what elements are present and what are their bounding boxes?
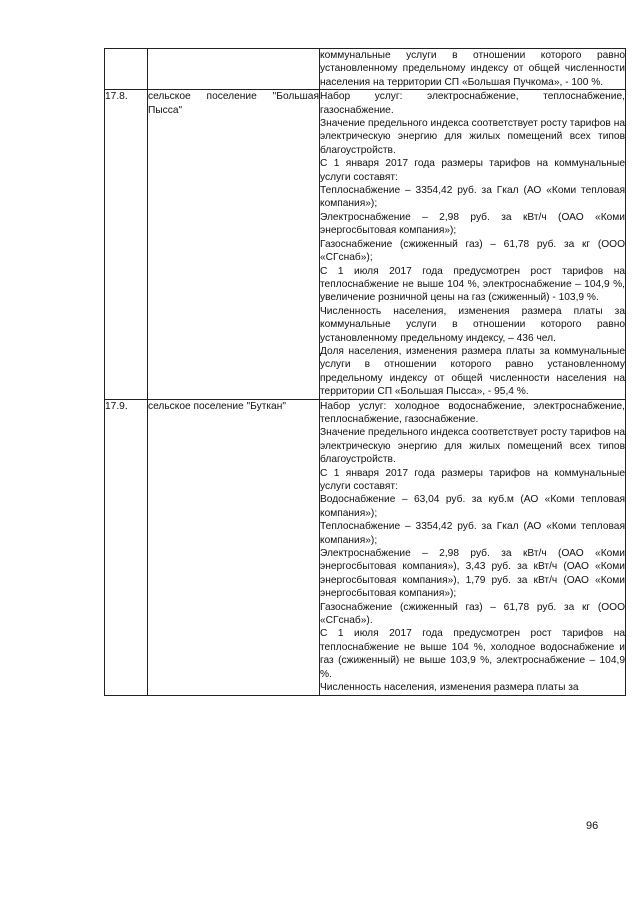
description-paragraph: С 1 января 2017 года размеры тарифов на коммунальные услуги составят: xyxy=(320,467,625,492)
description-paragraph: Набор услуг: электроснабжение, теплоснабжение, газоснабжение. xyxy=(320,91,625,116)
description-paragraph: С 1 января 2017 года размеры тарифов на коммунальные услуги составят: xyxy=(320,158,625,183)
row-number-cell: 17.8. xyxy=(105,90,148,399)
tariff-table xyxy=(104,48,626,696)
row-number-cell: 17.9. xyxy=(105,399,148,695)
description-paragraph: Теплоснабжение – 3354,42 руб. за Гкал (АО «Коми тепловая компания»); xyxy=(320,185,625,210)
description-paragraph: Электроснабжение – 2,98 руб. за кВт/ч (ОАО «Коми энергосбытовая компания»); xyxy=(320,211,625,237)
description-paragraph: Набор услуг: холодное водоснабжение, электроснабжение, теплоснабжение, газоснабжение. xyxy=(320,400,625,425)
description-paragraph: коммунальные услуги в отношении которого равно установленному предельному индексу от общей численности населения на территории СП «Большая Пучкома», - 100 %. xyxy=(320,50,625,88)
description-paragraph: Численность населения, изменения размера платы за коммунальные услуги в отношении которого равно установленному предельному индексу, – 436 чел. xyxy=(320,305,625,344)
table-row-continuation xyxy=(105,49,626,90)
table-row-17-9 xyxy=(105,399,626,695)
settlement-name-cell xyxy=(148,49,320,90)
description-paragraph: Значение предельного индекса соответствует росту тарифов на электрическую энергию для жилых помещений всех типов благоустройств. xyxy=(320,427,625,466)
description-cell xyxy=(320,399,626,695)
settlement-name-cell: сельское поселение "Большая Пысса" xyxy=(148,90,320,399)
description-paragraph: Газоснабжение (сжиженный газ) – 61,78 руб. за кг (ООО «СГснаб»). xyxy=(320,601,625,627)
description-paragraph: Доля населения, изменения размера платы за коммунальные услуги в отношении которого равно установленному предельному индексу от общей численности населения на территории СП «Большая Пысса», - 95,4 %. xyxy=(320,345,625,398)
description-cell xyxy=(320,49,626,90)
page-number: 96 xyxy=(586,820,599,832)
settlement-name-cell: сельское поселение "Буткан" xyxy=(148,399,320,695)
row-number-cell xyxy=(105,49,148,90)
description-paragraph: Газоснабжение (сжиженный газ) – 61,78 руб. за кг (ООО «СГснаб»); xyxy=(320,238,625,264)
table-row-17-8 xyxy=(105,90,626,399)
description-paragraph: Теплоснабжение – 3354,42 руб. за Гкал (АО «Коми тепловая компания»); xyxy=(320,521,625,546)
description-cell xyxy=(320,90,626,399)
description-paragraph: С 1 июля 2017 года предусмотрен рост тарифов на теплоснабжение не выше 104 %, холодное водоснабжение и газ (сжиженный) не выше 103,9 %, электроснабжение – 104,9 %. xyxy=(320,628,625,680)
description-paragraph: Значение предельного индекса соответствует росту тарифов на электрическую энергию для жилых помещений всех типов благоустройств. xyxy=(320,118,625,156)
description-paragraph: С 1 июля 2017 года предусмотрен рост тарифов на теплоснабжение не выше 104 %, электроснабжение – 104,9 %, увеличение розничной цены на газ (сжиженный) - 103,9 %. xyxy=(320,265,625,304)
description-paragraph: Численность населения, изменения размера платы за xyxy=(320,682,579,694)
description-paragraph: Водоснабжение – 63,04 руб. за куб.м (АО «Коми тепловая компания»); xyxy=(320,494,625,519)
description-paragraph: Электроснабжение – 2,98 руб. за кВт/ч (ОАО «Коми энергосбытовая компания»), 3,43 руб. за кВт/ч (ОАО «Коми энергосбытовая компания»), 1,79 руб. за кВт/ч (ОАО «Коми энергосбытовая компания»); xyxy=(320,548,625,600)
